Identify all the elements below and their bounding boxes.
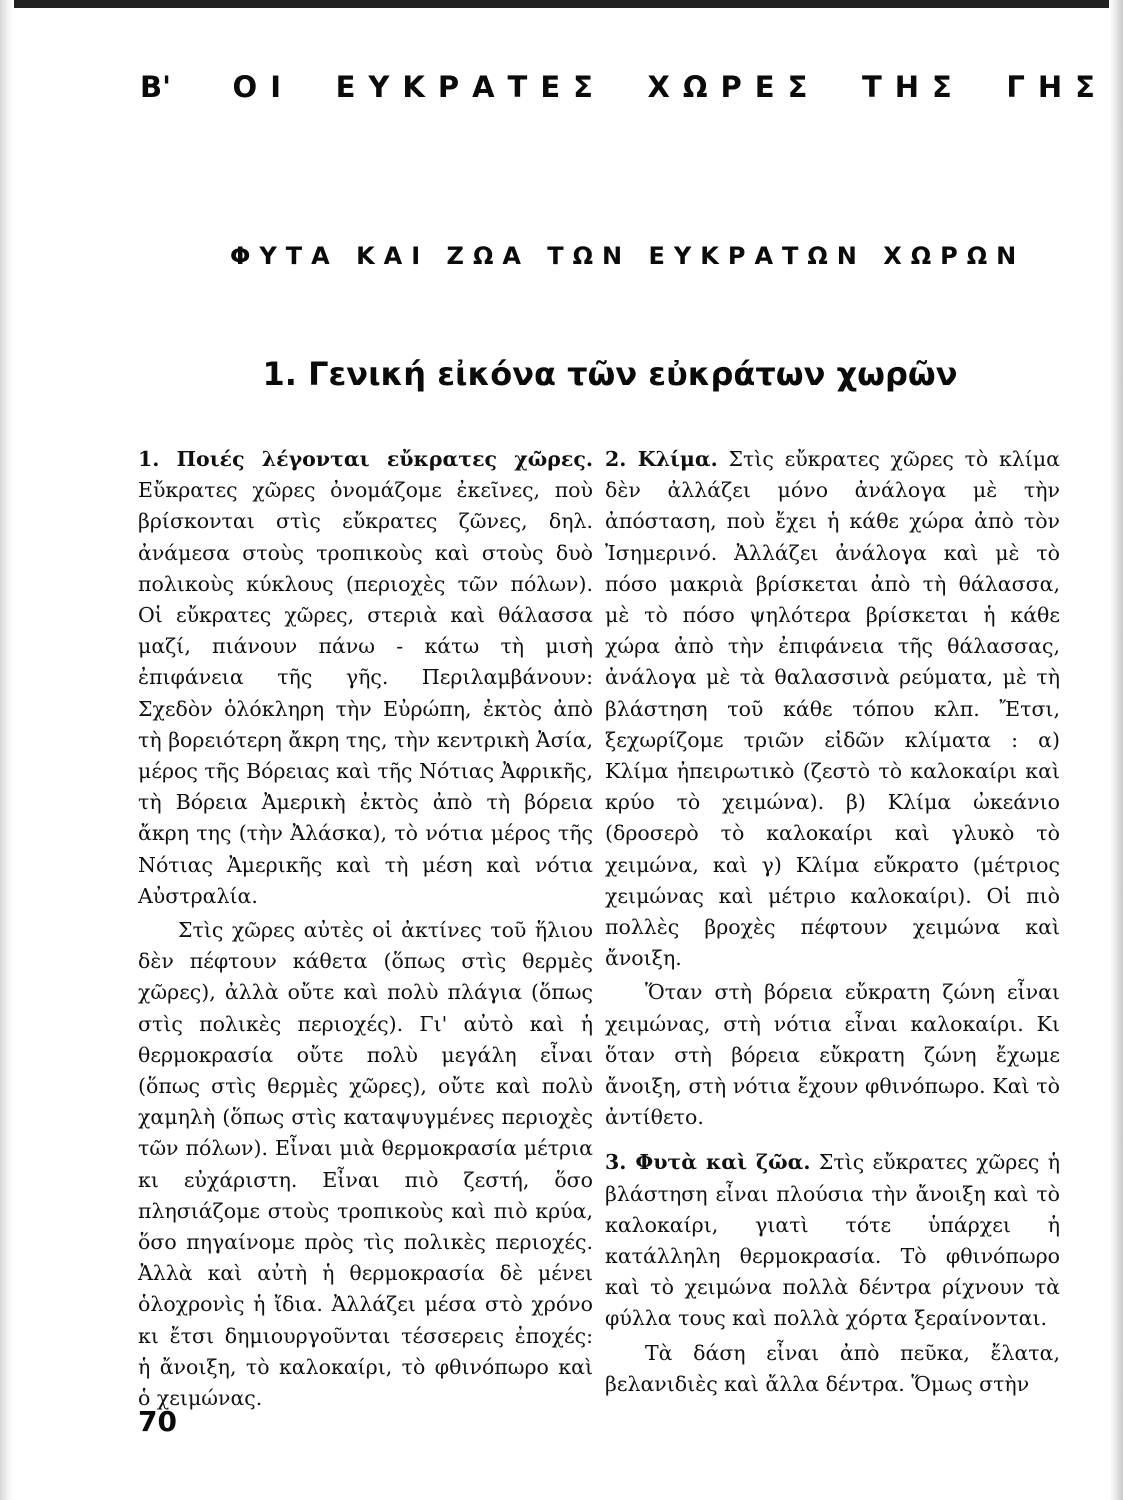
paragraph-title: 1. Ποιές λέγονται εὔκρατες χῶρες. [138,447,593,471]
paragraph-title: 3. Φυτὰ καὶ ζῶα. [605,1150,811,1175]
paragraph-sun-and-seasons: Στὶς χῶρες αὐτὲς οἱ ἀκτίνες τοῦ ἥλιου δὲν πέφτουν κάθετα (ὅπως στὶς θερμὲς χῶρες), ἀλλὰ οὔτε καὶ πολὺ πλάγια (ὅπως στὶς πολικὲς περιοχές). Γι' αὐτὸ καὶ ἡ θερμοκρασία οὔτε πολὺ μεγάλη εἶναι (ὅπως στὶς θερμὲς χῶρες), οὔτε καὶ πολὺ χαμηλὴ (ὅπως στὶς καταψυγμένες περιοχὲς τῶν πόλων). Εἶναι μιὰ θερμοκρασία μέτρια κι εὐχάριστη. Εἶναι πιὸ ζεστή, ὅσο πλησιάζομε στοὺς τροπικοὺς καὶ πιὸ κρύα, ὅσο πηγαίνομε πρὸς τὶς πολικὲς περιοχές. Ἀλλὰ καὶ αὐτὴ ἡ θερμοκρασία δὲ μένει ὁλοχρονὶς ἡ ἴδια. Ἀλλάζει μέσα στὸ χρόνο κι ἔτσι δημιουργοῦνται τέσσερεις ἐποχές: ἡ ἄνοιξη, τὸ καλοκαίρι, τὸ φθινόπωρο καὶ ὁ χειμώνας. [138,918,593,1411]
part-title-word-1: ΟΙ [232,70,294,104]
paragraph-title: 2. Κλίμα. [605,447,718,471]
page-top-edge [0,0,1123,8]
right-column [605,444,1060,1400]
paragraph-hemispheres: Ὅταν στὴ βόρεια εὔκρατη ζώνη εἶναι χειμώνας, στὴ νότια εἶναι καλοκαίρι. Κι ὅταν στὴ βόρεια εὔκρατη ζώνη ἔχωμε ἄνοιξη, στὴ νότια ἔχουν φθινόπωρο. Καὶ τὸ ἀντίθετο. [605,980,1060,1130]
part-title-word-4: ΤΗΣ [861,70,965,104]
page-left-edge [0,0,14,1500]
part-title-word-2: ΕΥΚΡΑΤΕΣ [335,70,606,104]
part-title-word-5: ΓΗΣ [1006,70,1108,104]
subsection-heading: 1. Γενική εἰκόνα τῶν εὐκράτων χωρῶν [262,355,958,393]
paragraph-climate [605,444,1060,974]
part-title-word-3: ΧΩΡΕΣ [647,70,821,104]
paragraph-body: Εὔκρατες χῶρες ὀνομάζομε ἐκεῖνες, ποὺ βρίσκονται στὶς εὔκρατες ζῶνες, δηλ. ἀνάμεσα στοὺς τροπικοὺς καὶ στοὺς δυὸ πολικοὺς κύκλους (περιοχὲς τῶν πόλων). Οἱ εὔκρατες χῶρες, στεριὰ καὶ θάλασσα μαζί, πιάνουν πάνω - κάτω τὴ μισὴ ἐπιφάνεια τῆς γῆς. Περιλαμβάνουν: Σχεδὸν ὁλόκληρη τὴν Εὐρώπη, ἐκτὸς ἀπὸ τὴ βορειότερη ἄκρη της, τὴν κεντρικὴ Ἀσία, μέρος τῆς Βόρειας καὶ τῆς Νότιας Ἀφρικῆς, τὴ Βόρεια Ἀμερικὴ ἐκτὸς ἀπὸ τὴ βόρεια ἄκρη της (τὴν Ἀλάσκα), τὸ νότια μέρος τῆς Νότιας Ἀμερικῆς καὶ τὴ μέση καὶ νότια Αὐστραλία. [138,478,593,908]
paragraph-forests: Τὰ δάση εἶναι ἀπὸ πεῦκα, ἔλατα, βελανιδιὲς καὶ ἄλλα δέντρα. Ὅμως στὴν [605,1340,1060,1396]
paragraph-body: Στὶς εὔκρατες χῶρες ἡ βλάστηση εἶναι πλούσια τὴν ἄνοιξη καὶ τὸ καλοκαίρι, γιατὶ τότε ὑπάρχει ἡ κατάλληλη θερμοκρασία. Τὸ φθινόπωρο καὶ τὸ χειμώνα πολλὰ δέντρα ρίχνουν τὰ φύλλα τους καὶ πολλὰ χόρτα ξεραίνονται. [605,1150,1060,1331]
paragraph-body: Στὶς εὔκρατες χῶρες τὸ κλίμα δὲν ἀλλάζει μόνο ἀνάλογα μὲ τὴν ἀπόσταση, ποὺ ἔχει ἡ κάθε χώρα ἀπὸ τὸν Ἰσημερινό. Ἀλλάζει ἀνάλογα καὶ μὲ τὸ πόσο μακριὰ βρίσκεται ἀπὸ τὴ θάλασσα, μὲ τὸ πόσο ψηλότερα βρίσκεται ἡ κάθε χώρα ἀπὸ τὴν ἐπιφάνεια τῆς θάλασσας, ἀνάλογα μὲ τὰ θαλασσινὰ ρεύματα, μὲ τὴ βλάστηση τοῦ κάθε τόπου κλπ. Ἔτσι, ξεχωρίζομε τριῶν εἰδῶν κλίματα : α) Κλίμα ἠπειρωτικὸ (ζεστὸ τὸ καλοκαίρι καὶ κρύο τὸ χειμώνα). β) Κλίμα ὠκεάνιο (δροσερὸ τὸ καλοκαίρι καὶ γλυκὸ τὸ χειμώνα, καὶ γ) Κλίμα εὔκρατο (μέτριος χειμώνας καὶ μέτριο καλοκαίρι). Οἱ πιὸ πολλὲς βροχὲς πέφτουν χειμώνα καὶ ἄνοιξη. [605,447,1060,971]
left-column [138,444,593,1414]
page-right-edge [1109,0,1123,1500]
page-number: 70 [138,1405,177,1438]
part-header [140,70,1108,104]
paragraph-plants-and-animals [605,1147,1060,1334]
part-label: Β' [140,70,171,104]
paragraph-what-are-temperate-lands [138,444,593,912]
section-heading: ΦΥΤΑ ΚΑΙ ΖΩΑ ΤΩΝ ΕΥΚΡΑΤΩΝ ΧΩΡΩΝ [230,242,1026,270]
